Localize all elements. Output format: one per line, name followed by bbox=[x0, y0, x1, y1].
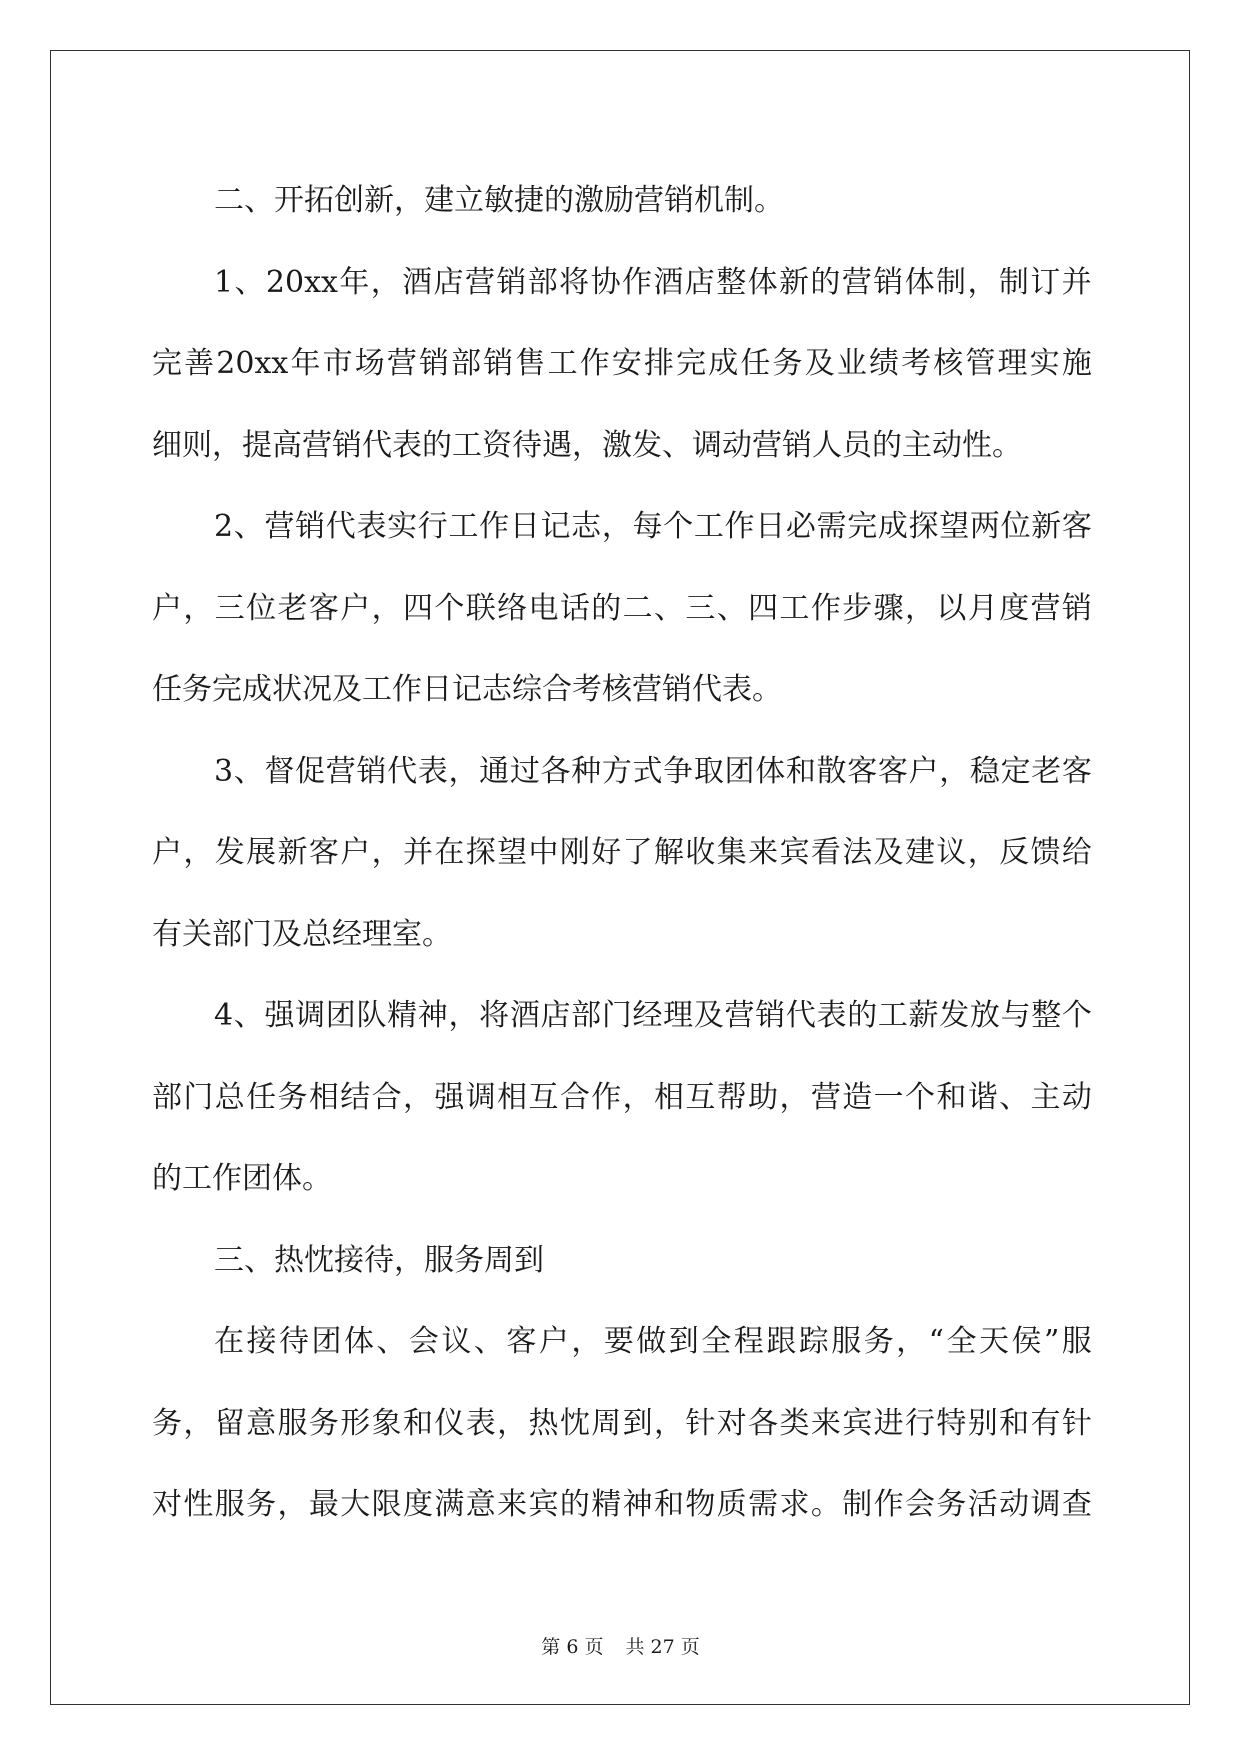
page-total: 共 27 页 bbox=[625, 1636, 700, 1658]
text-line: 三、热忱接待，服务周到 bbox=[214, 1242, 544, 1278]
text-line: 二、开拓创新，建立敏捷的激励营销机制。 bbox=[214, 183, 784, 218]
text-line: 户 ， 三 位 老 客 户 ， 四 个 联 络 电 话 的 二 、 三 、 四 工 作 步 骤 ， 以 月 度 营 销 bbox=[152, 590, 1092, 626]
text-line: 部 门 总 任 务 相 结 合 ， 强 调 相 互 合 作 ， 相 互 帮 助 ， 营 造 一 个 和 谐 、 主 动 bbox=[152, 1079, 1092, 1115]
text-line: 的工作团体。 bbox=[152, 1161, 332, 1196]
text-line: 务 ， 留 意 服 务 形 象 和 仪 表 ， 热 忱 周 到 ， 针 对 各 类 来 宾 进 行 特 别 和 有 针 bbox=[152, 1405, 1092, 1441]
text-line: 有关部门及总经理室。 bbox=[152, 916, 452, 952]
text-line: 户 ， 发 展 新 客 户 ， 并 在 探 望 中 刚 好 了 解 收 集 来 宾 看 法 及 建 议 ， 反 馈 给 bbox=[152, 835, 1092, 870]
text-line: 3 、 督 促 营 销 代 表 ， 通 过 各 种 方 式 争 取 团 体 和 散 客 客 户 ， 稳 定 老 客 bbox=[214, 753, 1092, 789]
text-line: 细则，提高营销代表的工资待遇，激发、调动营销人员的主动性。 bbox=[152, 427, 1022, 463]
page-footer bbox=[0, 1632, 1241, 1659]
text-line: 2 、 营 销 代 表 实 行 工 作 日 记 志 ， 每 个 工 作 日 必 需 完 成 探 望 两 位 新 客 bbox=[214, 509, 1092, 544]
page-number: 第 6 页 bbox=[541, 1636, 604, 1658]
text-line: 1 、 20xx 年 ， 酒 店 营 销 部 将 协 作 酒 店 整 体 新 的 营 销 体 制 ， 制 订 并 bbox=[214, 264, 1092, 300]
text-line: 对 性 服 务 ， 最 大 限 度 满 意 来 宾 的 精 神 和 物 质 需 求 。 制 作 会 务 活 动 调 查 bbox=[152, 1487, 1092, 1522]
text-line: 任务完成状况及工作日记志综合考核营销代表。 bbox=[152, 672, 782, 707]
text-line: 4 、 强 调 团 队 精 神 ， 将 酒 店 部 门 经 理 及 营 销 代 表 的 工 薪 发 放 与 整 个 bbox=[214, 998, 1092, 1033]
text-line: 在 接 待 团 体 、 会 议 、 客 户 ， 要 做 到 全 程 跟 踪 服 务 ， “ 全 天 侯 ” 服 bbox=[214, 1324, 1092, 1359]
text-line: 完 善 20xx 年 市 场 营 销 部 销 售 工 作 安 排 完 成 任 务 及 业 绩 考 核 管 理 实 施 bbox=[152, 346, 1092, 381]
document-body bbox=[152, 160, 1092, 1546]
